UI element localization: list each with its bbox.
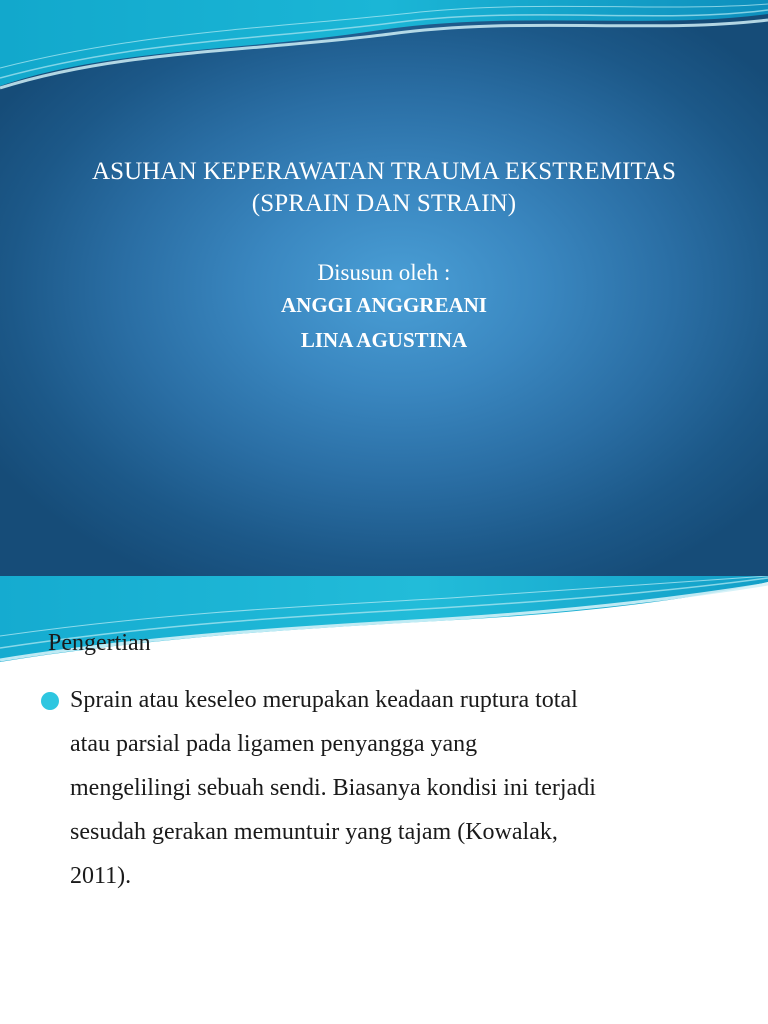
prepared-by-label: Disusun oleh : — [317, 260, 451, 285]
definition-paragraph — [70, 678, 740, 898]
title-block — [0, 156, 768, 358]
paragraph-line: mengelilingi sebuah sendi. Biasanya kondisi ini terjadi — [70, 775, 596, 801]
presentation-title-line-2: (SPRAIN DAN STRAIN) — [251, 190, 517, 217]
section-heading: Pengertian — [48, 630, 151, 656]
bullet-icon — [41, 692, 59, 710]
paragraph-line: atau parsial pada ligamen penyangga yang — [70, 731, 478, 757]
author-name: ANGGI ANGGREANI — [281, 293, 487, 317]
paragraph-line: Sprain atau keseleo merupakan keadaan ruptura total — [70, 687, 578, 713]
author-name: LINA AGUSTINA — [300, 328, 468, 352]
presentation-title-line-1: ASUHAN KEPERAWATAN TRAUMA EKSTREMITAS — [91, 158, 677, 185]
paragraph-line: 2011). — [70, 863, 132, 889]
paragraph-line: sesudah gerakan memuntuir yang tajam (Kowalak, — [70, 819, 558, 845]
title-slide-wave-decoration — [0, 0, 768, 100]
content-slide — [0, 576, 768, 1024]
